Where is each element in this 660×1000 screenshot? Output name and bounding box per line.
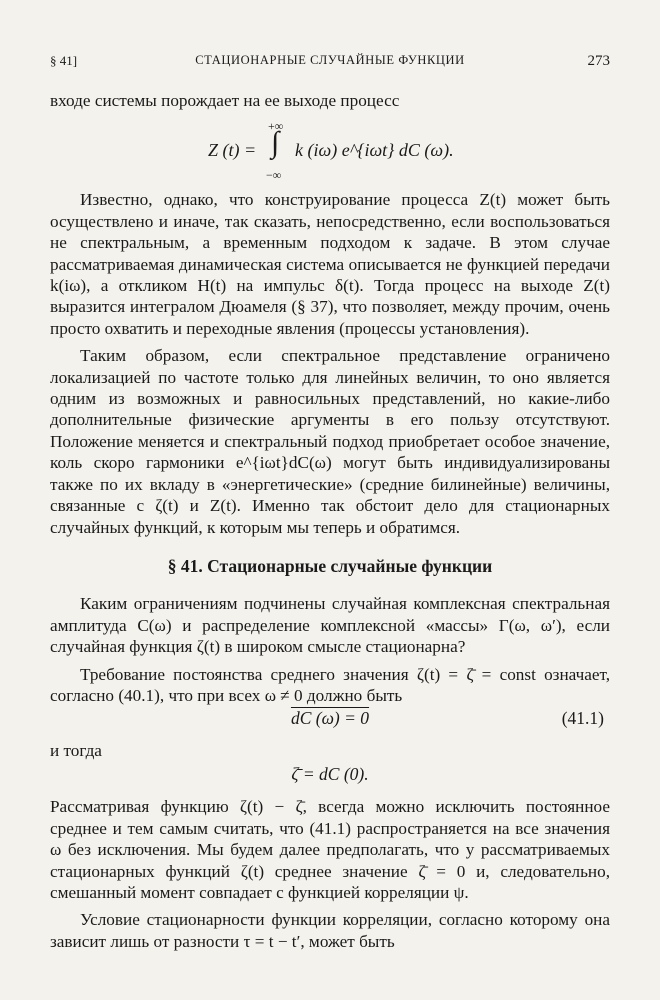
section-heading: § 41. Стационарные случайные функции bbox=[167, 555, 493, 576]
paragraph-5: Рассматривая функцию ζ(t) − ζ̄, всегда можно исключить постоянное среднее и тем самым считать, что (41.1) распространяется на все значения ω без исключения. Мы будем далее предполагать, что у рассматриваемых стационарных функций ζ(t) среднее значение ζ̄ = 0 и, следовательно, смешанный момент совпадает с функцией корреляции ψ. bbox=[50, 797, 610, 902]
eq1-upper-limit: +∞ bbox=[268, 119, 284, 134]
paragraph-3: Каким ограничениям подчинены случайная комплексная спектральная амплитуда C(ω) и распределение комплексной «массы» Γ(ω, ω′), если случайная функция ζ(t) в широком смысле стационарна? bbox=[50, 594, 610, 657]
paragraph-4: Требование постоянства среднего значения ζ(t) = ζ̄ = const означает, согласно (40.1), что при всех ω ≠ 0 должно быть bbox=[50, 664, 610, 705]
and-then-text: и тогда bbox=[50, 741, 102, 761]
integral-sign: ∫ bbox=[271, 126, 280, 160]
eq1-lower-limit: −∞ bbox=[266, 168, 282, 183]
header-section: § 41] bbox=[50, 53, 78, 68]
running-header bbox=[50, 53, 610, 73]
header-title: СТАЦИОНАРНЫЕ СЛУЧАЙНЫЕ ФУНКЦИИ bbox=[195, 53, 465, 67]
eq3-expression: ζ̄ = dC (0). bbox=[291, 764, 369, 785]
eq1-lhs: Z (t) = bbox=[208, 140, 257, 161]
page-number: 273 bbox=[587, 53, 610, 69]
and-then-line bbox=[50, 734, 610, 762]
eq1-rhs: k (iω) e^{iωt} dC (ω). bbox=[295, 140, 454, 161]
paragraph-6: Условие стационарности функции корреляции, согласно которому она зависит лишь от разности τ = t − t′, может быть bbox=[50, 910, 610, 951]
page-body bbox=[50, 90, 610, 952]
equation-41-1 bbox=[50, 706, 610, 734]
paragraph-2: Таким образом, если спектральное представление ограничено локализацией по частоте только для линейных величин, то оно является одним из возможных и равносильных представлений, но какие-либо дополнительные физические аргументы в его пользу отсутствуют. Положение меняется и спектральный подход приобретает особое значение, коль скоро гармоники e^{iωt}dC(ω) могут быть индивидуализированы также по их вкладу в «энергетические» (средние билинейные) величины, связанные с ζ(t) и Z(t). Именно так обстоит дело для стационарных случайных функций, к которым мы теперь и обратимся. bbox=[50, 346, 610, 537]
eq2-expression: dC (ω) = 0 bbox=[290, 708, 370, 729]
equation-output-integral bbox=[50, 113, 610, 183]
eq2-number: (41.1) bbox=[561, 708, 604, 729]
paragraph-0: входе системы порождает на ее выходе процесс bbox=[50, 91, 400, 110]
paragraph-1: Известно, однако, что конструирование процесса Z(t) может быть осуществлено и иначе, так сказать, непосредственно, если воспользоваться не спектральным, а временным подходом к задаче. В этом случае рассматриваемая динамическая система описывается не функцией передачи k(iω), а откликом H(t) на импульс δ(t). Тогда процесс на выходе Z(t) выразится интегралом Дюамеля (§ 37), что позволяет, между прочим, очень просто охватить и переходные явления (процессы установления). bbox=[50, 190, 610, 338]
equation-mean bbox=[50, 762, 610, 790]
